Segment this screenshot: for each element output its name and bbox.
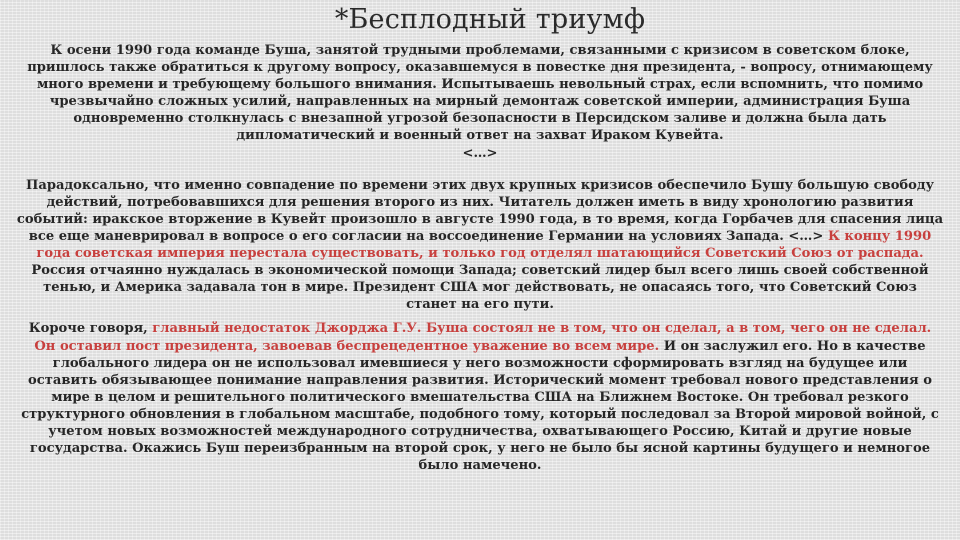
paragraph-3-text-after: И он заслужил его. Но в качестве глобального лидера он не использовал имевшиеся у него возможности сформировать взгляд на будущее или оставить обязывающее понимание направления развития. Исторический момент требовал нового представления о мире в целом и решительного политического вмешательства США на Ближнем Востоке. Он требовал резкого структурного обновления в глобальном масштабе, подобного тому, который последовал за Второй мировой войной, с учетом новых возможностей международного сотрудничества, охватывающего Россию, Китай и другие новые государства. Окажись Буш переизбранным на второй срок, у него не было бы ясной картины будущего и немногое было намечено.	[21, 338, 939, 474]
paragraph-1-ellipsis: <…>	[462, 145, 498, 161]
paragraph-2-text-before: Парадоксально, что именно совпадение по времени этих двух крупных кризисов обеспечило Бушу большую свободу действий, потребовавшихся для решения второго из них. Читатель должен иметь в виду хронологию развития событий: иракское вторжение в Кувейт произошло в августе 1990 года, в то время, когда Горбачев для спасения лица все еще маневрировал в вопросе о его согласии на воссоединение Германии на условиях Запада. <…>	[16, 177, 944, 244]
paragraph-1-text: К осени 1990 года команде Буша, занятой трудными проблемами, связанными с кризисом в советском блоке, пришлось также обратиться к другому вопросу, оказавшемуся в повестке дня президента, - вопросу, отнимающему много времени и требующему большого внимания. Испытываешь невольный страх, если вспомнить, что помимо чрезвычайно сложных усилий, направленных на мирный демонтаж советской империи, администрация Буша одновременно столкнулась с внезапной угрозой безопасности в Персидском заливе и должна была дать дипломатический и военный ответ на захват Ираком Кувейта.	[27, 43, 933, 144]
paragraph-1	[16, 42, 944, 162]
slide-title: *Бесплодный триумф	[334, 4, 646, 35]
slide-body	[16, 42, 944, 474]
paragraph-3-text-before: Короче говоря,	[28, 321, 153, 337]
paragraph-3-highlight: главный недостаток Джорджа Г.У. Буша состоял не в том, что он сделал, а в том, чего он не сделал. Он оставил пост президента, завоевав беспрецедентное уважение во всем мире.	[34, 321, 932, 354]
paragraph-2-text-after: Россия отчаянно нуждалась в экономической помощи Запада; советский лидер был всего лишь своей собственной тенью, и Америка задавала тон в мире. Президент США мог действовать, не опасаясь того, что Советский Союз станет на его пути.	[31, 263, 929, 313]
paragraph-3	[16, 320, 944, 474]
paragraph-2-highlight: К концу 1990 года советская империя перестала существовать, и только год отделял шатающийся Советский Союз от распада.	[36, 228, 932, 262]
paragraph-2	[16, 177, 944, 314]
